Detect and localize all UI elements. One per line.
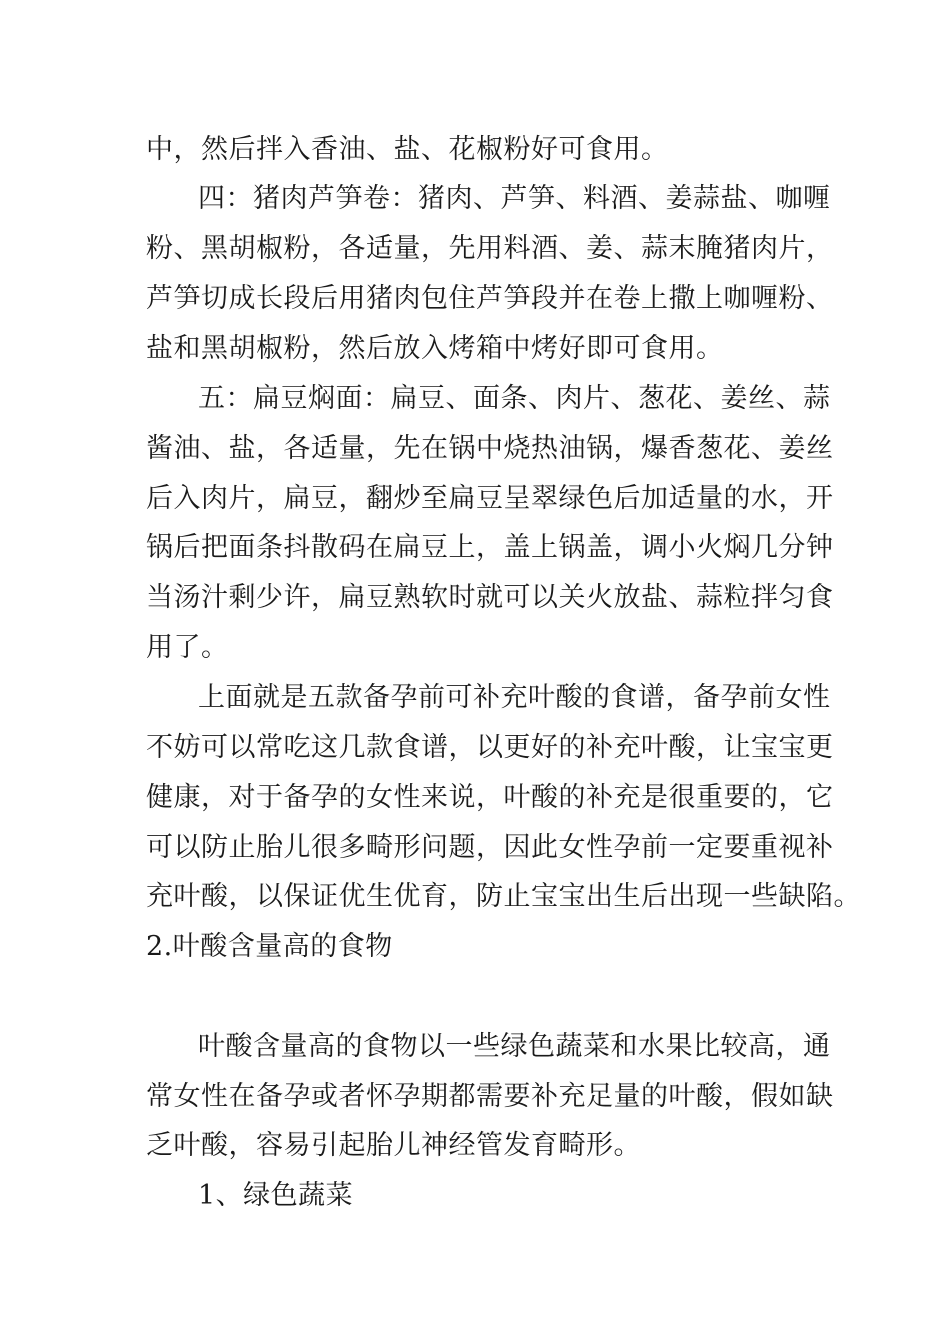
text-line: 后入肉片，扁豆，翻炒至扁豆呈翠绿色后加适量的水，开 xyxy=(146,483,834,514)
text-line: 叶酸含量高的食物以一些绿色蔬菜和水果比较高，通 xyxy=(198,1031,831,1062)
text-line: 充叶酸，以保证优生优育，防止宝宝出生后出现一些缺陷。 xyxy=(146,881,861,912)
text-line: 常女性在备孕或者怀孕期都需要补充足量的叶酸，假如缺 xyxy=(146,1081,834,1112)
text-line: 乏叶酸，容易引起胎儿神经管发育畸形。 xyxy=(146,1130,641,1161)
subheading: 1、绿色蔬菜 xyxy=(198,1180,354,1211)
text-line: 健康，对于备孕的女性来说，叶酸的补充是很重要的，它 xyxy=(146,782,834,813)
text-line: 粉、黑胡椒粉，各适量，先用料酒、姜、蒜末腌猪肉片， xyxy=(146,233,834,264)
text-line: 当汤汁剩少许，扁豆熟软时就可以关火放盐、蒜粒拌匀食 xyxy=(146,582,834,613)
text-line: 锅后把面条抖散码在扁豆上，盖上锅盖，调小火焖几分钟 xyxy=(146,532,834,563)
section-heading: 2.叶酸含量高的食物 xyxy=(146,931,393,962)
text-line: 上面就是五款备孕前可补充叶酸的食谱，备孕前女性 xyxy=(198,682,831,713)
text-line: 五：扁豆焖面：扁豆、面条、肉片、葱花、姜丝、蒜 xyxy=(198,383,831,414)
text-line: 用了。 xyxy=(146,632,229,663)
text-line: 酱油、盐，各适量，先在锅中烧热油锅，爆香葱花、姜丝 xyxy=(146,433,834,464)
text-line: 中，然后拌入香油、盐、花椒粉好可食用。 xyxy=(146,134,669,165)
text-line: 不妨可以常吃这几款食谱，以更好的补充叶酸，让宝宝更 xyxy=(146,732,834,763)
text-line: 四：猪肉芦笋卷：猪肉、芦笋、料酒、姜蒜盐、咖喱 xyxy=(198,183,831,214)
text-line: 芦笋切成长段后用猪肉包住芦笋段并在卷上撒上咖喱粉、 xyxy=(146,283,834,314)
text-line: 可以防止胎儿很多畸形问题，因此女性孕前一定要重视补 xyxy=(146,832,834,863)
text-line: 盐和黑胡椒粉，然后放入烤箱中烤好即可食用。 xyxy=(146,333,724,364)
